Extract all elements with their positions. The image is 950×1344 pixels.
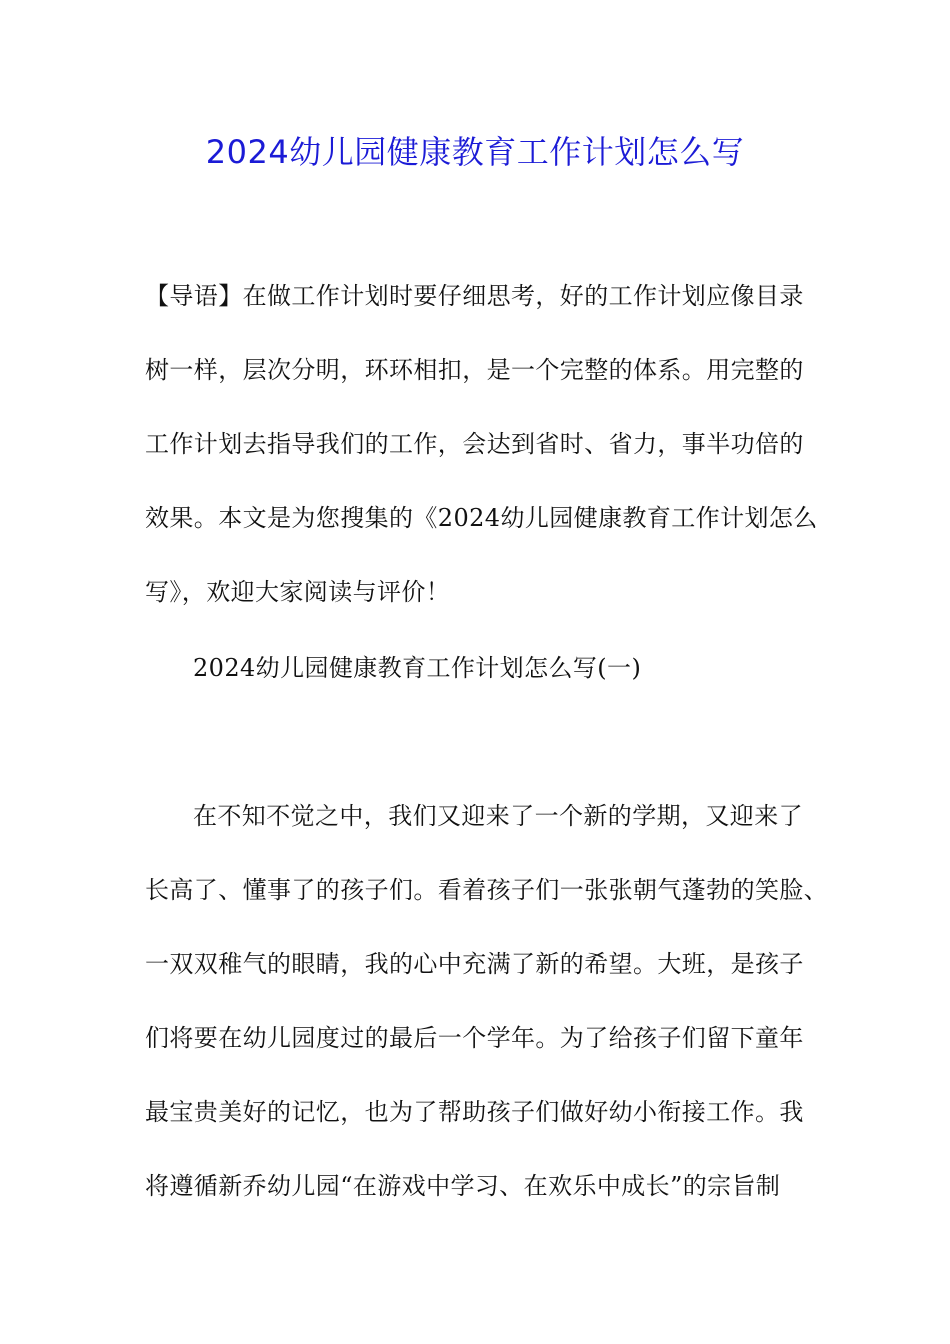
body-line: 们将要在幼儿园度过的最后一个学年。为了给孩子们留下童年 [145, 1024, 804, 1052]
body-line: 将遵循新乔幼儿园“在游戏中学习、在欢乐中成长”的宗旨制 [145, 1172, 781, 1200]
intro-line: 工作计划去指导我们的工作，会达到省时、省力，事半功倍的 [145, 430, 804, 458]
document-title: 2024幼儿园健康教育工作计划怎么写 [205, 133, 745, 171]
body-line: 在不知不觉之中，我们又迎来了一个新的学期，又迎来了 [193, 802, 803, 830]
intro-line: 【导语】在做工作计划时要仔细思考，好的工作计划应像目录 [145, 282, 804, 310]
intro-line: 效果。本文是为您搜集的《2024幼儿园健康教育工作计划怎么 [145, 504, 818, 532]
intro-line: 树一样，层次分明，环环相扣，是一个完整的体系。用完整的 [145, 356, 804, 384]
body-line: 最宝贵美好的记忆，也为了帮助孩子们做好幼小衔接工作。我 [145, 1098, 804, 1126]
body-line: 长高了、懂事了的孩子们。看着孩子们一张张朝气蓬勃的笑脸、 [145, 876, 829, 904]
section-heading: 2024幼儿园健康教育工作计划怎么写(一) [193, 654, 642, 682]
body-line: 一双双稚气的眼睛，我的心中充满了新的希望。大班，是孩子 [145, 950, 804, 978]
intro-line: 写》，欢迎大家阅读与评价！ [145, 578, 451, 606]
